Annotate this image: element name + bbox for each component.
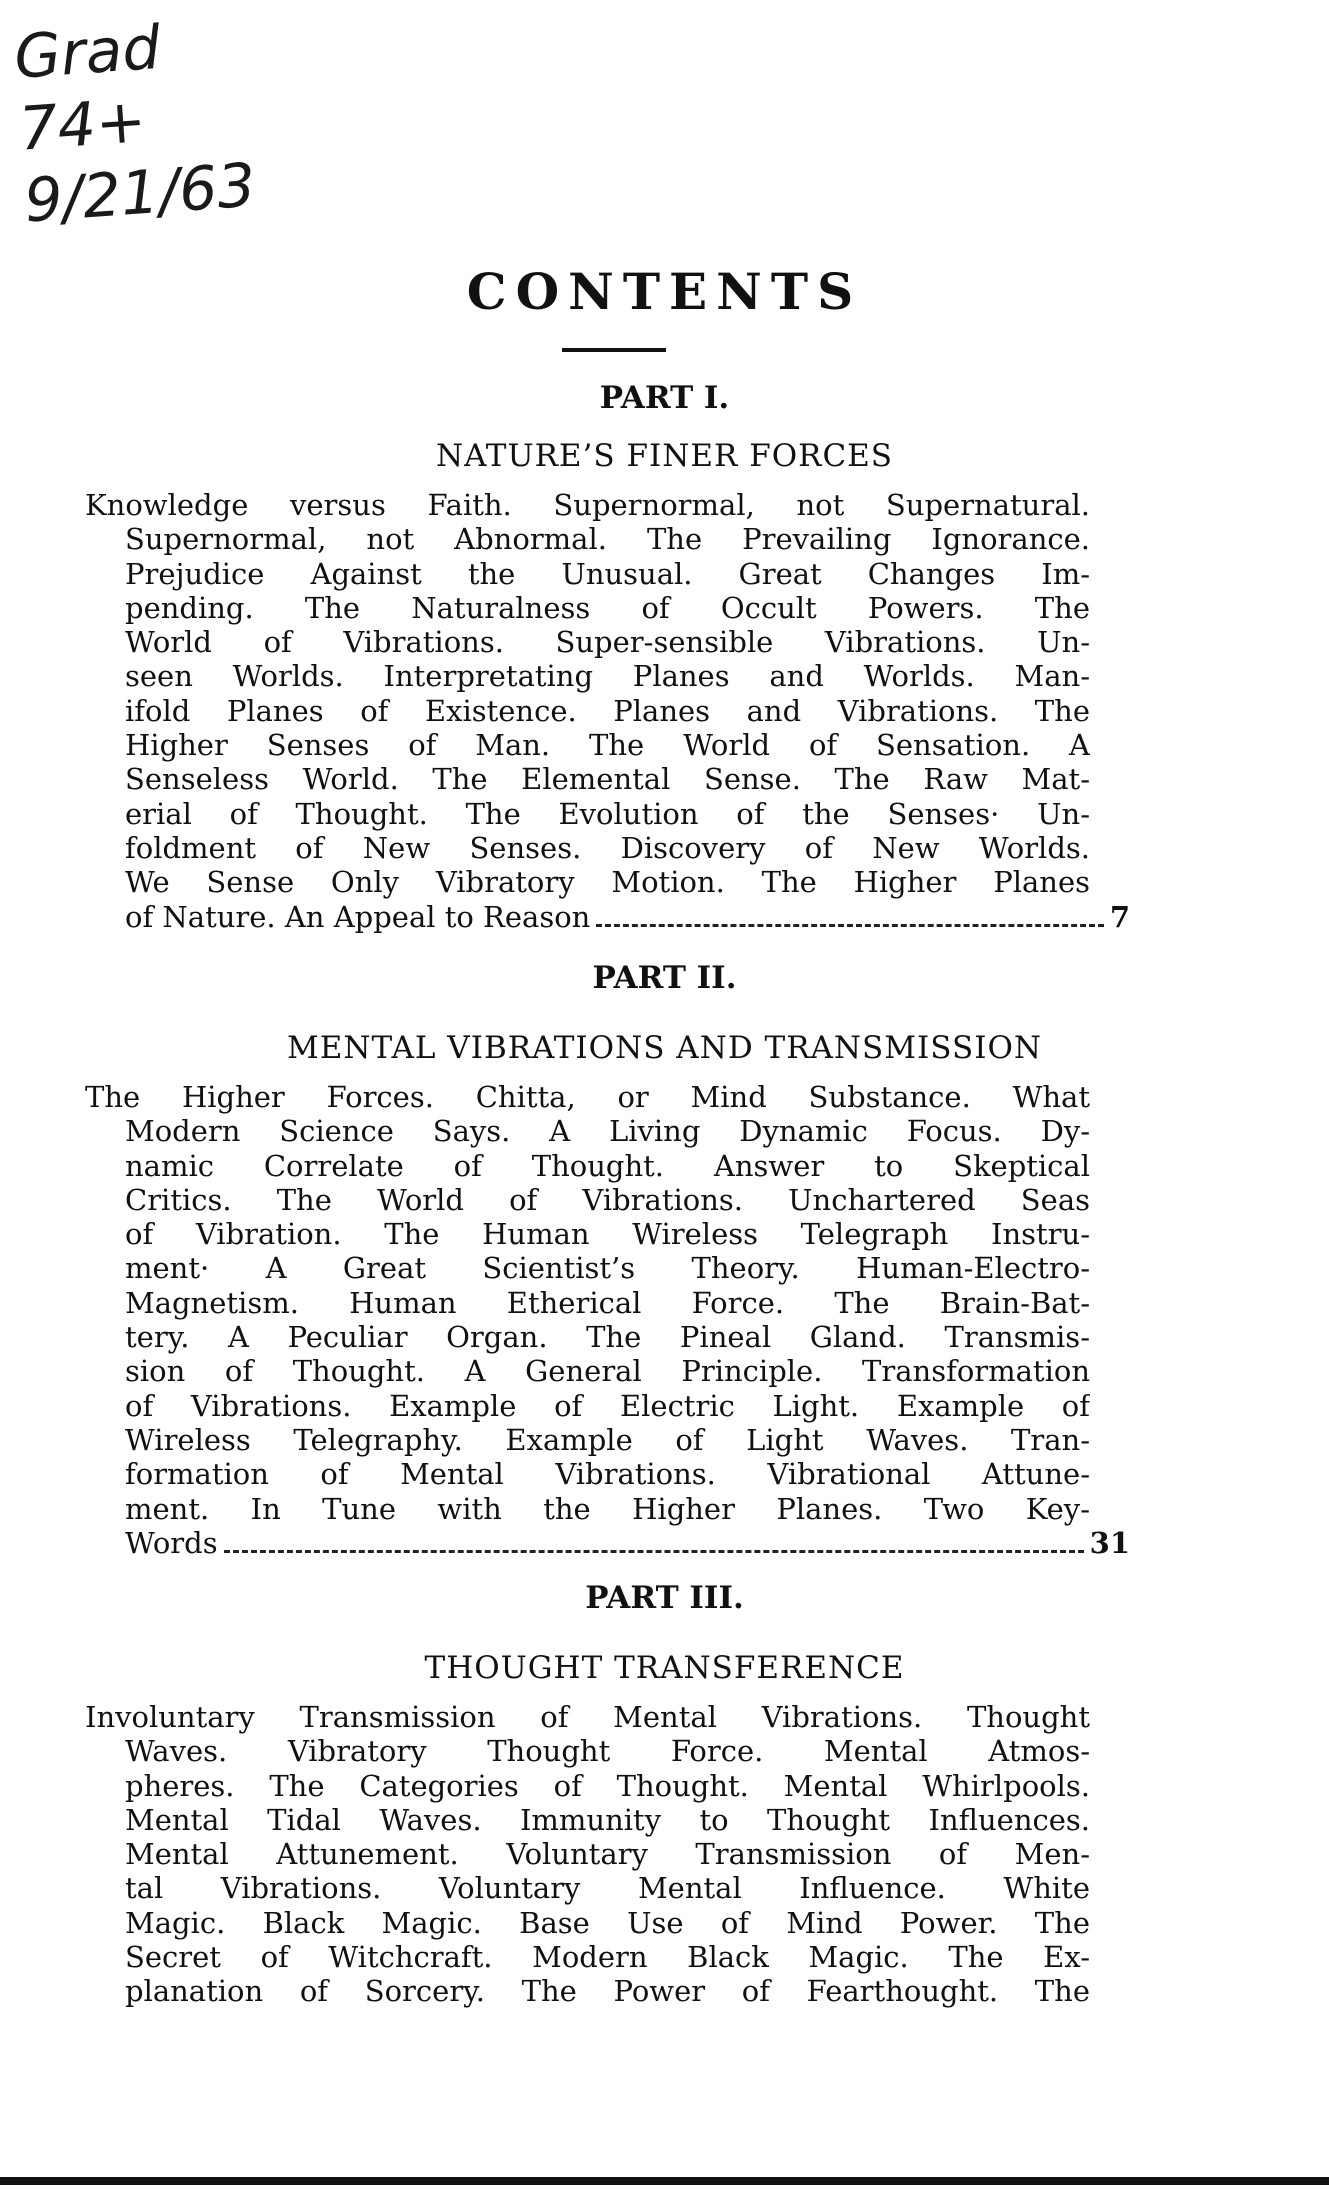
handwritten-note-line: Grad	[12, 12, 163, 93]
entry-line: Higher Senses of Man. The World of Sensation. A	[125, 728, 1090, 763]
entry-line: ment· A Great Scientist’s Theory. Human-Electro-	[125, 1251, 1090, 1286]
entry-line: ifold Planes of Existence. Planes and Vibrations. The	[125, 693, 1090, 728]
entry-line: We Sense Only Vibratory Motion. The Higher Planes	[125, 865, 1090, 900]
entry-line: Prejudice Against the Unusual. Great Changes Im-	[125, 556, 1090, 591]
handwritten-note-line: 74+	[17, 85, 149, 165]
part-2-entry	[85, 1080, 1130, 1560]
entry-line: tery. A Peculiar Organ. The Pineal Gland. Transmis-	[125, 1320, 1090, 1355]
entry-line: formation of Mental Vibrations. Vibrational Attune-	[125, 1457, 1090, 1492]
entry-line: Mental Tidal Waves. Immunity to Thought Influences.	[125, 1802, 1090, 1837]
entry-line: tal Vibrations. Voluntary Mental Influence. White	[125, 1871, 1090, 1906]
entry-line: Modern Science Says. A Living Dynamic Focus. Dy-	[125, 1114, 1090, 1149]
entry-line: Mental Attunement. Voluntary Transmission of Men-	[125, 1837, 1090, 1872]
entry-line: of Vibration. The Human Wireless Telegraph Instru-	[125, 1217, 1090, 1252]
entry-line: The Higher Forces. Chitta, or Mind Substance. What	[85, 1080, 1090, 1114]
handwritten-note	[12, 6, 258, 238]
part-1-entry	[85, 488, 1130, 934]
part-3-heading: PART III.	[585, 1580, 744, 1616]
title-divider	[562, 348, 666, 352]
handwritten-note-line: 9/21/63	[22, 150, 258, 237]
part-1-heading: PART I.	[599, 380, 730, 416]
entry-line: of Nature. An Appeal to Reason	[125, 899, 591, 934]
entry-line: planation of Sorcery. The Power of Fearthought. The	[125, 1974, 1090, 2009]
part-3-title: THOUGHT TRANSFERENCE	[424, 1650, 905, 1686]
entry-line: Magic. Black Magic. Base Use of Mind Power. The	[125, 1905, 1090, 1940]
entry-line: sion of Thought. A General Principle. Transformation	[125, 1354, 1090, 1389]
entry-line: pheres. The Categories of Thought. Mental Whirlpools.	[125, 1768, 1090, 1803]
entry-line: ment. In Tune with the Higher Planes. Two Key-	[125, 1491, 1090, 1526]
entry-line: Wireless Telegraphy. Example of Light Waves. Tran-	[125, 1422, 1090, 1457]
entry-line: pending. The Naturalness of Occult Powers. The	[125, 590, 1090, 625]
entry-line: Supernormal, not Abnormal. The Prevailing Ignorance.	[125, 522, 1090, 557]
page-title: CONTENTS	[466, 262, 863, 321]
entry-line: of Vibrations. Example of Electric Light. Example of	[125, 1388, 1090, 1423]
entry-line: namic Correlate of Thought. Answer to Skeptical	[125, 1148, 1090, 1183]
part-1-title: NATURE’S FINER FORCES	[435, 438, 894, 474]
entry-line: Waves. Vibratory Thought Force. Mental Atmos-	[125, 1734, 1090, 1769]
entry-line: foldment of New Senses. Discovery of New Worlds.	[125, 830, 1090, 865]
entry-line: World of Vibrations. Super-sensible Vibrations. Un-	[125, 625, 1090, 660]
entry-line: Senseless World. The Elemental Sense. The Raw Mat-	[125, 762, 1090, 797]
part-3-entry	[85, 1700, 1090, 2009]
page-number: 7	[1109, 899, 1130, 934]
dot-leader	[224, 1550, 1084, 1553]
entry-line: Words	[125, 1525, 218, 1560]
entry-line: Involuntary Transmission of Mental Vibrations. Thought	[85, 1700, 1090, 1734]
entry-line: Magnetism. Human Etherical Force. The Brain-Bat-	[125, 1285, 1090, 1320]
entry-final-line	[85, 1525, 1130, 1560]
dot-leader	[596, 924, 1103, 927]
entry-final-line	[85, 899, 1130, 934]
entry-line: Secret of Witchcraft. Modern Black Magic. The Ex-	[125, 1940, 1090, 1975]
entry-line: seen Worlds. Interpretating Planes and Worlds. Man-	[125, 659, 1090, 694]
entry-line: Critics. The World of Vibrations. Unchartered Seas	[125, 1182, 1090, 1217]
entry-line: erial of Thought. The Evolution of the Senses· Un-	[125, 796, 1090, 831]
page-bottom-border	[0, 2177, 1329, 2185]
part-2-heading: PART II.	[592, 960, 737, 996]
entry-line: Knowledge versus Faith. Supernormal, not Supernatural.	[85, 488, 1090, 522]
page-number: 31	[1089, 1525, 1130, 1560]
part-2-title: MENTAL VIBRATIONS AND TRANSMISSION	[287, 1030, 1042, 1066]
